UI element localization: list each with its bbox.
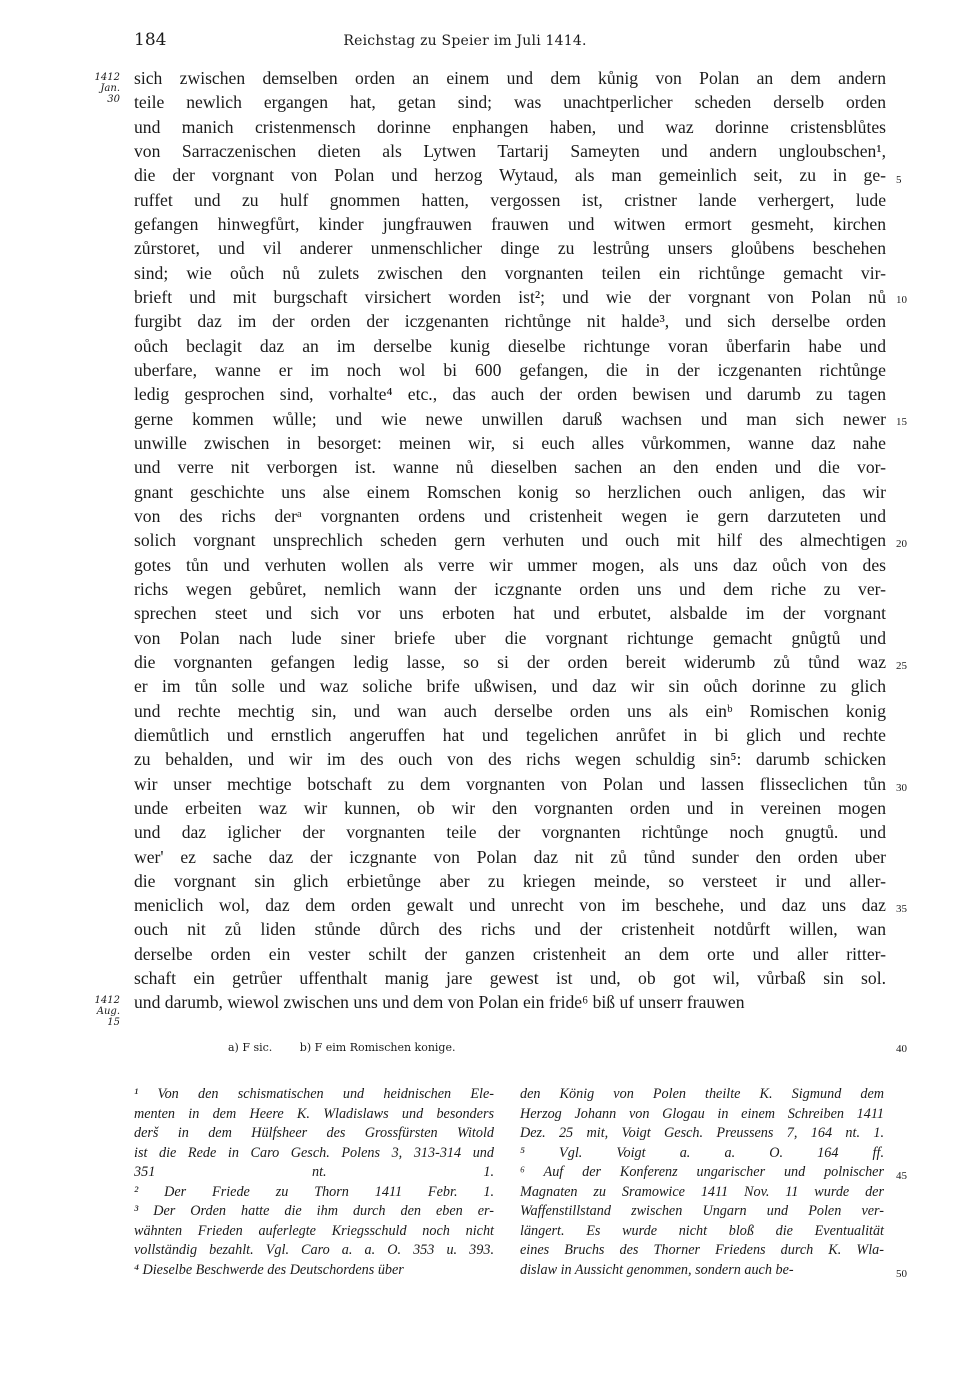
margin-date-jan bbox=[86, 72, 120, 105]
text-line: wer' ez sache daz der iczgnante von Polan daz nit zů tůnd sunder den orden uber bbox=[134, 846, 886, 867]
running-title: Reichstag zu Speier im Juli 1414. bbox=[343, 33, 587, 49]
text-line: und rechte mechtig sin, und wan auch derselbe orden uns als einᵇ Romischen konig bbox=[134, 700, 886, 721]
line-number: 20 bbox=[896, 538, 907, 550]
footnote-line: den König von Polen theilte K. Sigmund dem bbox=[520, 1086, 884, 1102]
text-line: unde erbeiten waz wir kunnen, ob wir den vorgnanten orden und in vereinen mogen bbox=[134, 797, 886, 818]
text-line: uberfare, wanne er im noch wol bi 600 gefangen, die in der iczgenanten richtůnge bbox=[134, 359, 886, 380]
apparatus-note-b: b) F eim Romischen konige. bbox=[299, 1041, 456, 1054]
text-line: zůrstoret, und vil anderer unmenschlicher dinge zu lestrůng unsers gloůbens beschehen bbox=[134, 238, 886, 259]
text-line: meniclich wol, daz dem orden gewalt und unrecht von im beschehe, und daz uns daz bbox=[134, 895, 886, 916]
text-line: die vorgnant sin glich erbietůnge aber zu kriegen meinde, so versteet ir und aller- bbox=[134, 870, 886, 891]
text-line: die der vorgnant von Polan und herzog Wytaud, als man gemeinlich seit, zu in ge- bbox=[134, 165, 886, 186]
text-line: gerne kommen wůlle; und wie newe unwillen daruß wachsen und man sich newer bbox=[134, 408, 886, 429]
text-line: von Sarraczenischen dieten als Lytwen Tartarij Sameyten und andern ungloubschen¹, bbox=[134, 140, 886, 161]
margin-date-year: 1412 bbox=[94, 72, 120, 83]
text-line: teile newlich ergangen hat, getan sind; was unachtperlicher scheden derselb orden bbox=[134, 92, 886, 113]
line-number: 25 bbox=[896, 660, 907, 672]
text-line: gotes tůn und verhuten wollen als verre wir ummer mogen, als uns daz oůch von des bbox=[134, 554, 886, 575]
footnote-line: eines Bruchs des Thorner Friedens durch K. Wla- bbox=[520, 1242, 884, 1258]
text-line: unwille zwischen in besorget: meinen wir, si euch alles vůrkommen, wanne daz nahe bbox=[134, 432, 886, 453]
footnote-line: Dez. 25 mit, Voigt Gesch. Preussens 7, 164 nt. 1. bbox=[520, 1125, 884, 1141]
text-line: sich zwischen demselben orden an einem und dem kůnig von Polan an dem andern bbox=[134, 68, 886, 88]
margin-date-aug bbox=[86, 995, 120, 1028]
text-line: zu behalden, und wir im des ouch von des richs wegen schuldig sin⁵: darumb schicken bbox=[134, 749, 886, 770]
footnote-line: ² Der Friede zu Thorn 1411 Febr. 1. bbox=[134, 1183, 494, 1200]
text-line: brieft und mit burgschaft virsichert worden ist²; und wie der vorgnant von Polan nů bbox=[134, 286, 886, 307]
text-line: von Polan nach lude siner briefe uber die vorgnant richtunge gemacht gnůgtů und bbox=[134, 627, 886, 648]
line-number: 5 bbox=[896, 174, 902, 186]
footnotes-right-column bbox=[520, 1085, 884, 1280]
footnote-line: ³ Der Orden hatte die ihm durch den eben er- bbox=[134, 1203, 494, 1219]
text-line: gefangen hinwegfůrt, kinder jungfrauwen frauwen und witwen ermort gesmeht, kirchen bbox=[134, 213, 886, 234]
text-line: richs wegen gebůret, nemlich wann der iczgnante orden uns und dem riche zu ver- bbox=[134, 578, 886, 599]
footnote-line-number: 45 bbox=[896, 1170, 907, 1182]
text-line: gnant geschichte uns alse einem Romschen konig so herzlichen ouch anligen, das wir bbox=[134, 481, 886, 502]
text-line: von des richs derᵃ vorgnanten ordens und cristenheit wegen ie gern darzuteten und bbox=[134, 505, 886, 526]
footnote-line: längert. Es wurde nicht bloß die Eventualität bbox=[520, 1222, 884, 1239]
text-line: ruffet und zu hulf gnommen hatten, vergossen ist, cristner lande verhergert, lude bbox=[134, 189, 886, 210]
text-line: sind; wie oůch nů zulets zwischen den vorgnanten teilen ein richtůnge gemacht vir- bbox=[134, 262, 886, 283]
line-number: 35 bbox=[896, 903, 907, 915]
footnote-line: Herzog Johann von Glogau in einem Schreiben 1411 bbox=[520, 1105, 884, 1122]
text-line: schaft ein getrůer uffenthalt manig jare gewest ist und, ob got wil, vůrbaß sin sol. bbox=[134, 968, 886, 989]
footnotes-left-column bbox=[134, 1085, 494, 1280]
text-line: sprechen steet und sich vor uns erboten hat und erbutet, alsbalde im der vorgnant bbox=[134, 603, 886, 624]
main-text-block bbox=[134, 66, 886, 1015]
footnote-line: dislaw in Aussicht genommen, sondern auch be- bbox=[520, 1261, 794, 1278]
line-number: 10 bbox=[896, 294, 907, 306]
footnote-line: menten in dem Heere K. Wladislaws und besonders bbox=[134, 1105, 494, 1122]
text-line: wir unser mechtige botschaft zu dem vorgnanten von Polan und lassen flisseclichen tůn bbox=[134, 773, 886, 794]
footnote-line: ist die Rede in Caro Gesch. Polens 3, 313-314 und bbox=[134, 1144, 494, 1161]
text-line: furgibt daz im der orden der iczgenanten richtůnge nit halde³, und sich derselbe orden bbox=[134, 311, 886, 332]
text-line: derselbe orden ein vester schilt der ganzen cristenheit an dem orte und aller ritter- bbox=[134, 943, 886, 964]
margin-date-year: 1412 bbox=[94, 995, 120, 1006]
critical-apparatus bbox=[228, 1041, 479, 1054]
apparatus-note-a: a) F sic. bbox=[228, 1041, 273, 1054]
text-line: diemůtlich und ernstlich angeruffen hat und tegelichen anrůfet in bi glich und rechte bbox=[134, 724, 886, 745]
footnote-line-number: 50 bbox=[896, 1268, 907, 1280]
text-line: ledig gesprochen sind, vorhalte⁴ etc., das auch der orden bewisen und darumb zu tagen bbox=[134, 384, 886, 405]
footnote-line: Waffenstillstand zwischen Ungarn und Polen ver- bbox=[520, 1203, 884, 1219]
text-line: solich vorgnant unsprechlich scheden gern verhuten und ouch mit hilf des almechtigen bbox=[134, 530, 886, 551]
margin-date-day: Aug. 15 bbox=[96, 1006, 120, 1028]
footnote-line: ¹ Von den schismatischen und heidnischen Ele- bbox=[134, 1086, 494, 1102]
text-line: und verre nit verborgen ist. wanne nů dieselben sachen an den enden und die vor- bbox=[134, 457, 886, 478]
margin-date-day: Jan. 30 bbox=[100, 83, 120, 105]
text-line: er im tůn solle und waz soliche brife ußwisen, und daz wir sin oůch dorinne zu glich bbox=[134, 676, 886, 697]
text-line: ouch nit zů liden stůnde důrch des richs und der cristenheit notdůrft willen, wan bbox=[134, 919, 886, 940]
line-number: 40 bbox=[896, 1043, 907, 1055]
text-line: die vorgnanten gefangen ledig lasse, so si der orden bereit widerumb zů tůnd waz bbox=[134, 651, 886, 672]
text-line: und daz iglicher der vorgnanten teile der vorgnanten richtůnge noch gnugtů. und bbox=[134, 822, 886, 843]
footnote-line: vollständig bezahlt. Vgl. Caro a. a. O. 353 u. 393. bbox=[134, 1242, 494, 1258]
footnote-line: ⁵ Vgl. Voigt a. a. O. 164 ff. bbox=[520, 1144, 884, 1161]
line-number: 15 bbox=[896, 416, 907, 428]
footnote-line: 351 nt. 1. bbox=[134, 1164, 494, 1180]
text-line: und darumb, wiewol zwischen uns und dem von Polan ein fride⁶ biß uf unserr frauwen bbox=[134, 992, 745, 1013]
text-line: und manich cristenmensch dorinne enphangen haben, und waz dorinne cristensblůtes bbox=[134, 116, 886, 137]
footnote-line: Magnaten zu Sramowice 1411 Nov. 11 wurde der bbox=[520, 1183, 884, 1200]
page-number: 184 bbox=[134, 30, 167, 50]
footnote-line: wähnten Frieden auferlegte Kriegsschuld noch nicht bbox=[134, 1222, 494, 1239]
text-line: oůch beclagit daz an im derselbe kunig dieselbe richtunge voran ůberfarin habe und bbox=[134, 335, 886, 356]
footnote-line: ⁶ Auf der Konferenz ungarischer und polnischer bbox=[520, 1164, 884, 1180]
footnote-line: derš in dem Hülfsheer des Grossfürsten Witold bbox=[134, 1125, 494, 1141]
line-number: 30 bbox=[896, 782, 907, 794]
footnote-line: ⁴ Dieselbe Beschwerde des Deutschordens über bbox=[134, 1261, 404, 1278]
